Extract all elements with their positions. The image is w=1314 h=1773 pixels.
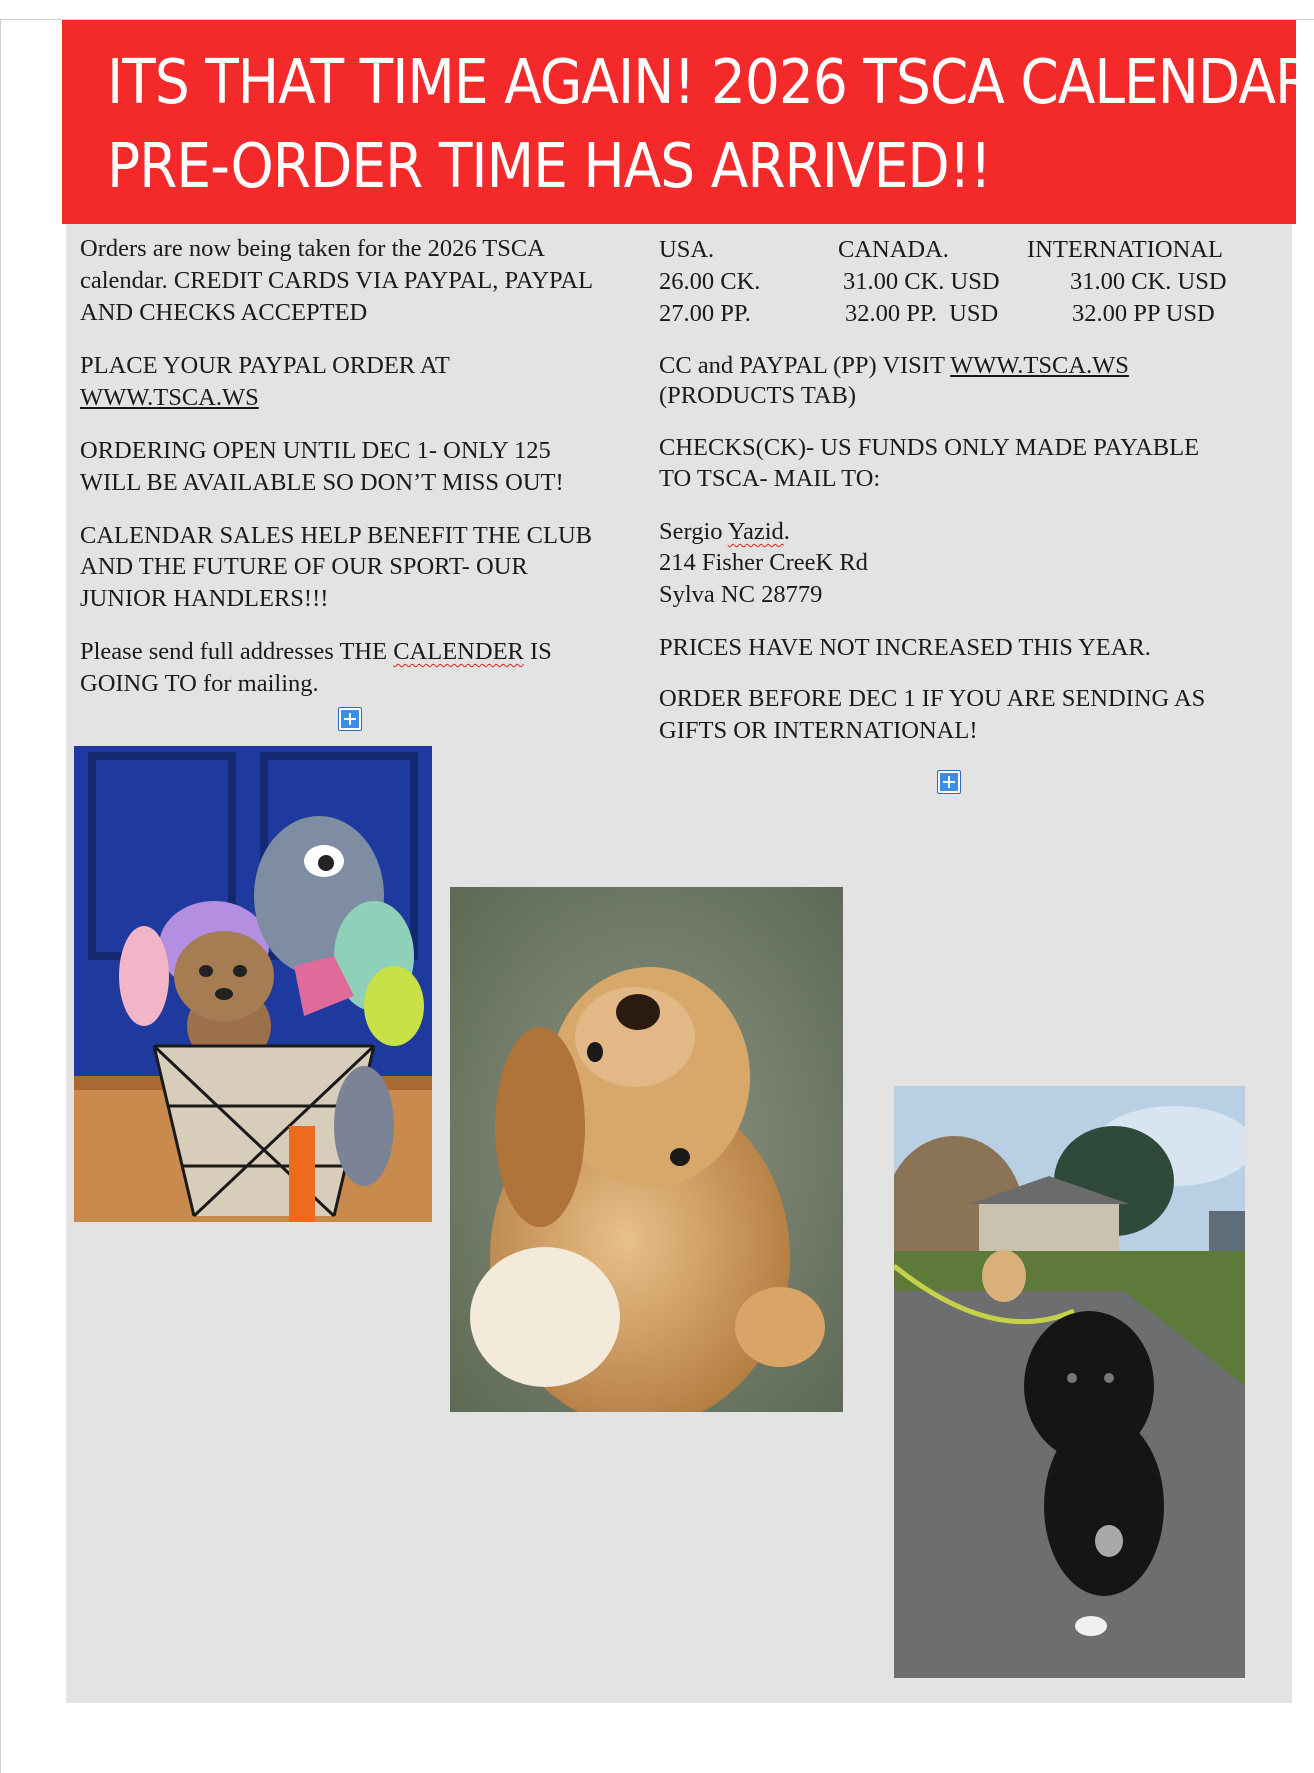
photo-puppy-in-basket-image: [74, 746, 432, 1222]
photo-puppy-running[interactable]: [894, 1086, 1245, 1678]
tsca-website-link[interactable]: WWW.TSCA.WS: [80, 384, 259, 411]
page-left-border: [0, 19, 1, 1773]
misspelled-name[interactable]: Yazid: [727, 518, 784, 545]
add-content-button-right[interactable]: [937, 770, 961, 794]
price-header-canada: CANADA.: [838, 236, 949, 263]
mail-street: 214 Fisher CreeK Rd: [659, 549, 868, 576]
price-header-international: INTERNATIONAL: [1027, 236, 1223, 263]
intro-line-1: Orders are now being taken for the 2026 TSCA: [80, 235, 545, 262]
intro-line-3: AND CHECKS ACCEPTED: [80, 299, 368, 326]
cc-paypal-line: CC and PAYPAL (PP) VISIT WWW.TSCA.WS: [659, 352, 1129, 379]
address-request-line-1: Please send full addresses THE CALENDER IS: [80, 638, 552, 665]
benefit-line-1: CALENDAR SALES HELP BENEFIT THE CLUB: [80, 522, 593, 549]
benefit-line-3: JUNIOR HANDLERS!!!: [80, 585, 329, 612]
price-header-usa: USA.: [659, 236, 715, 263]
checks-line-1: CHECKS(CK)- US FUNDS ONLY MADE PAYABLE: [659, 434, 1200, 461]
intro-line-2: calendar. CREDIT CARDS VIA PAYPAL, PAYPAL: [80, 267, 594, 294]
price-canada-check: 31.00 CK. USD: [843, 268, 1000, 295]
mail-name: Sergio Yazid.: [659, 518, 790, 545]
misspelled-word[interactable]: CALENDER: [393, 638, 524, 665]
price-canada-paypal: 32.00 PP. USD: [845, 300, 999, 327]
title-banner: [62, 20, 1313, 224]
photo-puppy-running-image: [894, 1086, 1245, 1678]
price-usa-check: 26.00 CK.: [659, 268, 761, 295]
price-international-paypal: 32.00 PP USD: [1072, 300, 1215, 327]
tsca-website-link-right[interactable]: WWW.TSCA.WS: [950, 352, 1129, 379]
paypal-order-line: PLACE YOUR PAYPAL ORDER AT: [80, 352, 450, 379]
add-content-button-left[interactable]: [338, 707, 362, 731]
banner-title-line-2: PRE-ORDER TIME HAS ARRIVED!!: [107, 130, 991, 202]
price-usa-paypal: 27.00 PP.: [659, 300, 751, 327]
address-request-line-2: GOING TO for mailing.: [80, 670, 319, 697]
products-tab-line: (PRODUCTS TAB): [659, 382, 857, 409]
order-before-line-2: GIFTS OR INTERNATIONAL!: [659, 717, 978, 744]
prices-note: PRICES HAVE NOT INCREASED THIS YEAR.: [659, 634, 1151, 661]
checks-line-2: TO TSCA- MAIL TO:: [659, 465, 881, 492]
photo-puppy-in-basket[interactable]: [74, 746, 432, 1222]
ordering-open-line-2: WILL BE AVAILABLE SO DON’T MISS OUT!: [80, 469, 564, 496]
mail-city: Sylva NC 28779: [659, 581, 823, 608]
photo-dog-looking-up[interactable]: [450, 887, 843, 1412]
benefit-line-2: AND THE FUTURE OF OUR SPORT- OUR: [80, 553, 528, 580]
order-before-line-1: ORDER BEFORE DEC 1 IF YOU ARE SENDING AS: [659, 685, 1206, 712]
photo-dog-looking-up-image: [450, 887, 843, 1412]
ordering-open-line-1: ORDERING OPEN UNTIL DEC 1- ONLY 125: [80, 437, 551, 464]
banner-title-line-1: ITS THAT TIME AGAIN! 2026 TSCA CALENDAR: [107, 46, 1313, 118]
price-international-check: 31.00 CK. USD: [1070, 268, 1227, 295]
